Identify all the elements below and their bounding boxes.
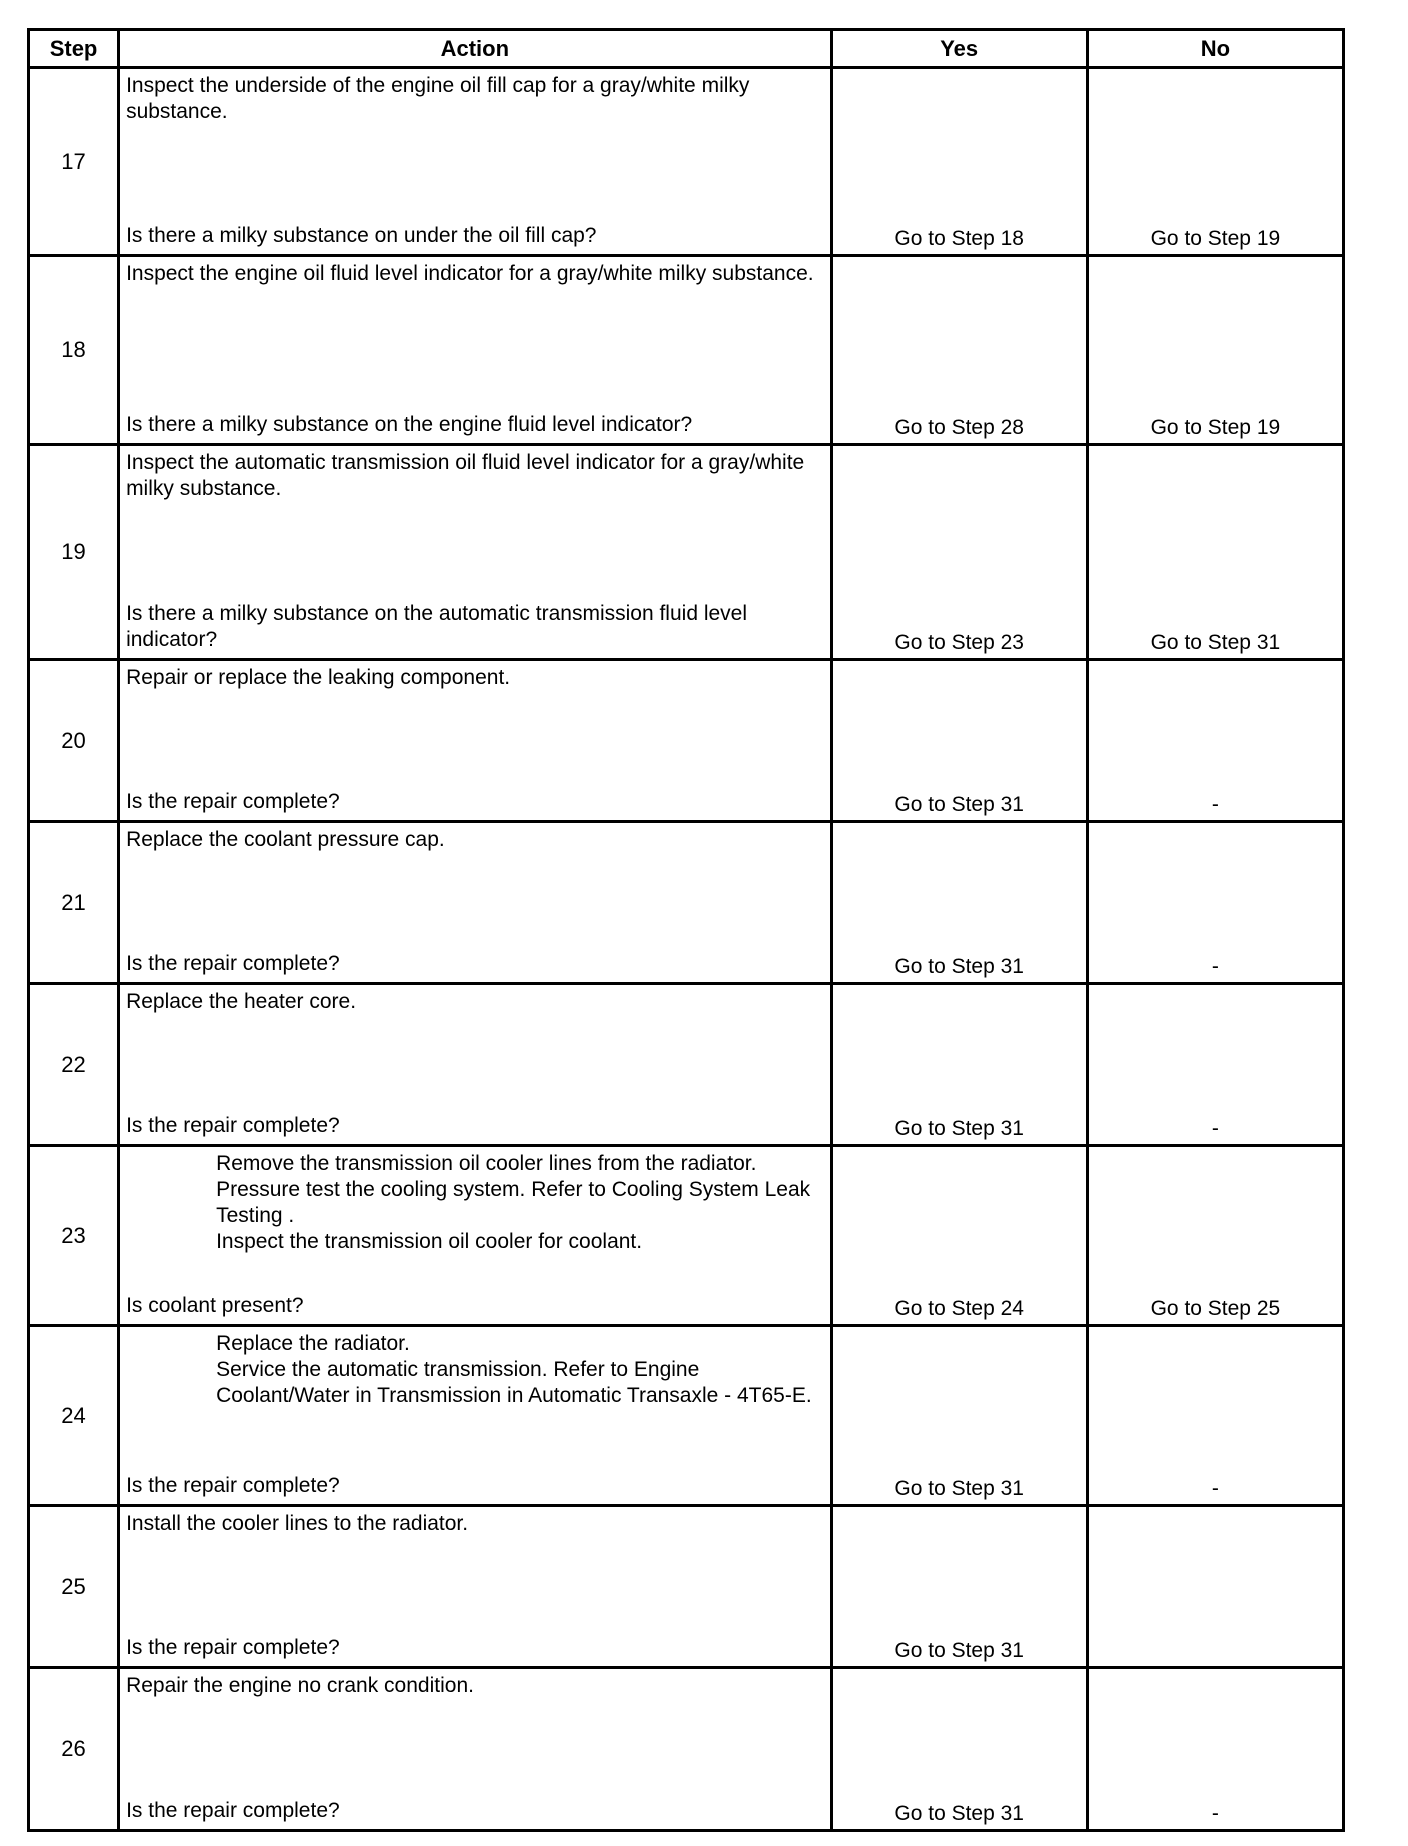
instructions bbox=[120, 985, 830, 1015]
instruction-text: Repair or replace the leaking component. bbox=[126, 666, 511, 689]
table-row bbox=[29, 660, 1344, 822]
action-cell bbox=[119, 68, 832, 256]
instruction-text: Inspect the transmission oil cooler for coolant. bbox=[216, 1230, 643, 1253]
action-cell bbox=[119, 1326, 832, 1506]
question-text: Is the repair complete? bbox=[126, 1799, 340, 1822]
question-text: Is the repair complete? bbox=[126, 1114, 340, 1137]
step-number: 22 bbox=[29, 984, 119, 1146]
instructions bbox=[120, 446, 830, 502]
question-text: Is there a milky substance on under the oil fill cap? bbox=[126, 224, 597, 247]
instruction-text: Inspect the underside of the engine oil fill cap for a gray/white milky substance. bbox=[126, 74, 750, 123]
no-action: - bbox=[1087, 660, 1343, 822]
yes-action: Go to Step 28 bbox=[831, 256, 1087, 445]
step-number: 17 bbox=[29, 68, 119, 256]
step-number: 24 bbox=[29, 1326, 119, 1506]
question-text: Is the repair complete? bbox=[126, 790, 340, 813]
table-row bbox=[29, 822, 1344, 984]
instruction-text: Replace the coolant pressure cap. bbox=[126, 828, 445, 851]
yes-action: Go to Step 24 bbox=[831, 1146, 1087, 1326]
step-number: 26 bbox=[29, 1668, 119, 1831]
instruction-text: Repair the engine no crank condition. bbox=[126, 1674, 474, 1697]
instructions bbox=[120, 1327, 830, 1409]
no-action: Go to Step 19 bbox=[1087, 68, 1343, 256]
yes-action: Go to Step 31 bbox=[831, 1668, 1087, 1831]
header-row bbox=[29, 30, 1344, 68]
step-number: 23 bbox=[29, 1146, 119, 1326]
step-number: 19 bbox=[29, 445, 119, 660]
step-number: 21 bbox=[29, 822, 119, 984]
no-action: - bbox=[1087, 1668, 1343, 1831]
question-text: Is the repair complete? bbox=[126, 952, 340, 975]
question-text: Is there a milky substance on the automatic transmission fluid level indicator? bbox=[126, 602, 748, 651]
question-text: Is coolant present? bbox=[126, 1294, 304, 1317]
table-row bbox=[29, 1668, 1344, 1831]
instruction-text: Replace the radiator. bbox=[216, 1332, 410, 1355]
table-row bbox=[29, 1326, 1344, 1506]
table-row bbox=[29, 256, 1344, 445]
question-text: Is there a milky substance on the engine fluid level indicator? bbox=[126, 413, 693, 436]
instruction-text: Service the automatic transmission. Refer to Engine Coolant/Water in Transmission in Automatic Transaxle - 4T65-E. bbox=[216, 1358, 812, 1407]
instructions bbox=[120, 661, 830, 691]
no-action: Go to Step 25 bbox=[1087, 1146, 1343, 1326]
question-text: Is the repair complete? bbox=[126, 1474, 340, 1497]
action-cell bbox=[119, 1668, 832, 1831]
step-number: 18 bbox=[29, 256, 119, 445]
instruction-text: Remove the transmission oil cooler lines from the radiator. bbox=[216, 1152, 757, 1175]
header-yes: Yes bbox=[831, 30, 1087, 68]
step-number: 25 bbox=[29, 1506, 119, 1668]
yes-action: Go to Step 18 bbox=[831, 68, 1087, 256]
instructions bbox=[120, 69, 830, 125]
diagnostic-table bbox=[27, 28, 1345, 1832]
action-cell bbox=[119, 1506, 832, 1668]
instruction-text: Inspect the automatic transmission oil fluid level indicator for a gray/white milky substance. bbox=[126, 451, 805, 500]
header-action: Action bbox=[119, 30, 832, 68]
instruction-text: Install the cooler lines to the radiator. bbox=[126, 1512, 469, 1535]
yes-action: Go to Step 23 bbox=[831, 445, 1087, 660]
action-cell bbox=[119, 256, 832, 445]
yes-action: Go to Step 31 bbox=[831, 822, 1087, 984]
table-row bbox=[29, 984, 1344, 1146]
table-row bbox=[29, 68, 1344, 256]
header-no: No bbox=[1087, 30, 1343, 68]
question-text: Is the repair complete? bbox=[126, 1636, 340, 1659]
action-cell bbox=[119, 1146, 832, 1326]
action-cell bbox=[119, 822, 832, 984]
yes-action: Go to Step 31 bbox=[831, 660, 1087, 822]
instructions bbox=[120, 823, 830, 853]
action-cell bbox=[119, 445, 832, 660]
table-row bbox=[29, 1506, 1344, 1668]
step-number: 20 bbox=[29, 660, 119, 822]
table-row bbox=[29, 1146, 1344, 1326]
action-cell bbox=[119, 984, 832, 1146]
yes-action: Go to Step 31 bbox=[831, 1326, 1087, 1506]
no-action: - bbox=[1087, 984, 1343, 1146]
no-action: Go to Step 19 bbox=[1087, 256, 1343, 445]
instructions bbox=[120, 1147, 830, 1255]
header-step: Step bbox=[29, 30, 119, 68]
instruction-text: Replace the heater core. bbox=[126, 990, 357, 1013]
yes-action: Go to Step 31 bbox=[831, 984, 1087, 1146]
no-action bbox=[1087, 1506, 1343, 1668]
instructions bbox=[120, 1507, 830, 1537]
no-action: - bbox=[1087, 1326, 1343, 1506]
table-row bbox=[29, 445, 1344, 660]
no-action: Go to Step 31 bbox=[1087, 445, 1343, 660]
instruction-text: Pressure test the cooling system. Refer to Cooling System Leak Testing . bbox=[216, 1178, 811, 1227]
instructions bbox=[120, 1669, 830, 1699]
instructions bbox=[120, 257, 830, 287]
action-cell bbox=[119, 660, 832, 822]
no-action: - bbox=[1087, 822, 1343, 984]
instruction-text: Inspect the engine oil fluid level indicator for a gray/white milky substance. bbox=[126, 262, 814, 285]
yes-action: Go to Step 31 bbox=[831, 1506, 1087, 1668]
